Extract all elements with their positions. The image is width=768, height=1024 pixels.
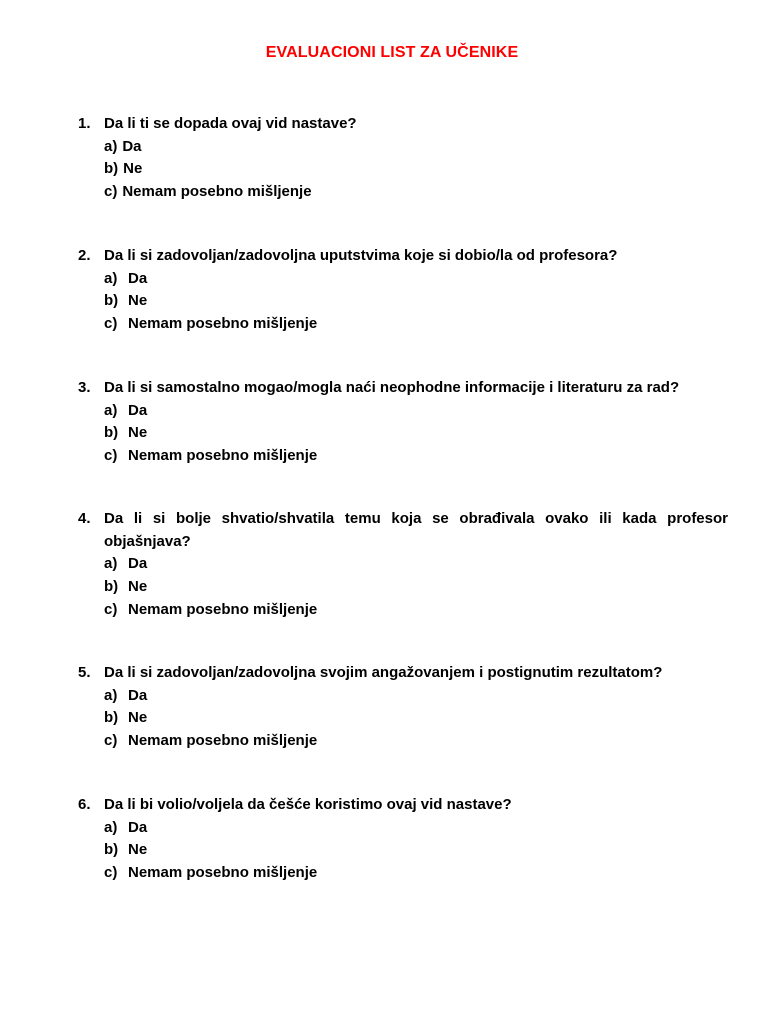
option-text: Ne xyxy=(128,578,148,596)
option-c xyxy=(104,862,728,885)
option-text: Da xyxy=(122,137,142,155)
options-list xyxy=(104,268,728,336)
option-a xyxy=(104,268,728,291)
option-letter: c) xyxy=(104,183,118,201)
option-letter: c) xyxy=(104,732,118,750)
question-1 xyxy=(78,113,728,204)
question-number: 5. xyxy=(78,664,91,681)
option-text: Da xyxy=(128,269,148,287)
option-text: Ne xyxy=(128,424,148,442)
question-header xyxy=(78,245,728,268)
option-letter: c) xyxy=(104,864,118,882)
question-6 xyxy=(78,794,728,885)
option-c xyxy=(104,181,728,204)
option-c xyxy=(104,445,728,468)
option-c xyxy=(104,313,728,336)
question-header xyxy=(78,113,728,136)
question-text: Da li si zadovoljan/zadovoljna svojim angažovanjem i postignutim rezultatom? xyxy=(104,664,663,681)
options-list xyxy=(104,136,728,204)
page-title: EVALUACIONI LIST ZA UČENIKE xyxy=(265,44,519,61)
option-text: Nemam posebno mišljenje xyxy=(128,600,318,618)
option-text: Da xyxy=(128,555,148,573)
option-c xyxy=(104,599,728,622)
option-letter: c) xyxy=(104,315,118,333)
option-b xyxy=(104,290,728,313)
option-text: Da xyxy=(128,401,148,419)
option-letter: b) xyxy=(104,709,119,727)
option-letter: c) xyxy=(104,600,118,618)
question-5 xyxy=(78,662,728,753)
question-text: Da li si bolje shvatio/shvatila temu koja se obrađivala ovako ili kada profesor objašnjava? xyxy=(104,510,728,550)
option-a xyxy=(104,400,728,423)
question-3 xyxy=(78,377,728,468)
option-text: Nemam posebno mišljenje xyxy=(128,447,318,465)
question-text: Da li ti se dopada ovaj vid nastave? xyxy=(104,115,357,132)
options-list xyxy=(104,685,728,753)
question-number: 6. xyxy=(78,796,91,813)
option-text: Ne xyxy=(128,709,148,727)
option-letter: a) xyxy=(104,555,118,573)
option-text: Nemam posebno mišljenje xyxy=(128,315,318,333)
option-a xyxy=(104,136,728,159)
option-text: Ne xyxy=(123,160,143,178)
option-a xyxy=(104,817,728,840)
option-text: Ne xyxy=(128,841,148,859)
option-letter: a) xyxy=(104,269,118,287)
options-list xyxy=(104,553,728,621)
option-text: Da xyxy=(128,686,148,704)
option-letter: b) xyxy=(104,578,119,596)
option-c xyxy=(104,730,728,753)
option-text: Nemam posebno mišljenje xyxy=(128,732,318,750)
option-letter: a) xyxy=(104,137,118,155)
question-number: 2. xyxy=(78,247,91,264)
option-letter: b) xyxy=(104,841,119,859)
question-text: Da li bi volio/voljela da češće koristimo ovaj vid nastave? xyxy=(104,796,512,813)
option-letter: b) xyxy=(104,424,119,442)
option-letter: a) xyxy=(104,401,118,419)
option-letter: b) xyxy=(104,292,119,310)
option-letter: b) xyxy=(104,160,119,178)
option-a xyxy=(104,685,728,708)
option-letter: a) xyxy=(104,686,118,704)
question-text: Da li si samostalno mogao/mogla naći neophodne informacije i literaturu za rad? xyxy=(104,379,680,396)
option-b xyxy=(104,839,728,862)
question-number: 1. xyxy=(78,115,91,132)
question-number: 4. xyxy=(78,510,91,527)
question-4 xyxy=(78,508,728,622)
question-2 xyxy=(78,245,728,336)
options-list xyxy=(104,817,728,885)
question-header xyxy=(78,662,728,685)
option-text: Nemam posebno mišljenje xyxy=(128,864,318,882)
option-letter: a) xyxy=(104,818,118,836)
option-text: Nemam posebno mišljenje xyxy=(122,183,312,201)
options-list xyxy=(104,400,728,468)
option-text: Ne xyxy=(128,292,148,310)
option-b xyxy=(104,158,728,181)
option-letter: c) xyxy=(104,447,118,465)
option-b xyxy=(104,576,728,599)
question-header xyxy=(78,794,728,817)
option-b xyxy=(104,422,728,445)
option-b xyxy=(104,707,728,730)
question-header xyxy=(78,508,728,553)
option-text: Da xyxy=(128,818,148,836)
question-text: Da li si zadovoljan/zadovoljna uputstvima koje si dobio/la od profesora? xyxy=(104,247,618,264)
question-number: 3. xyxy=(78,379,91,396)
option-a xyxy=(104,553,728,576)
question-header xyxy=(78,377,728,400)
